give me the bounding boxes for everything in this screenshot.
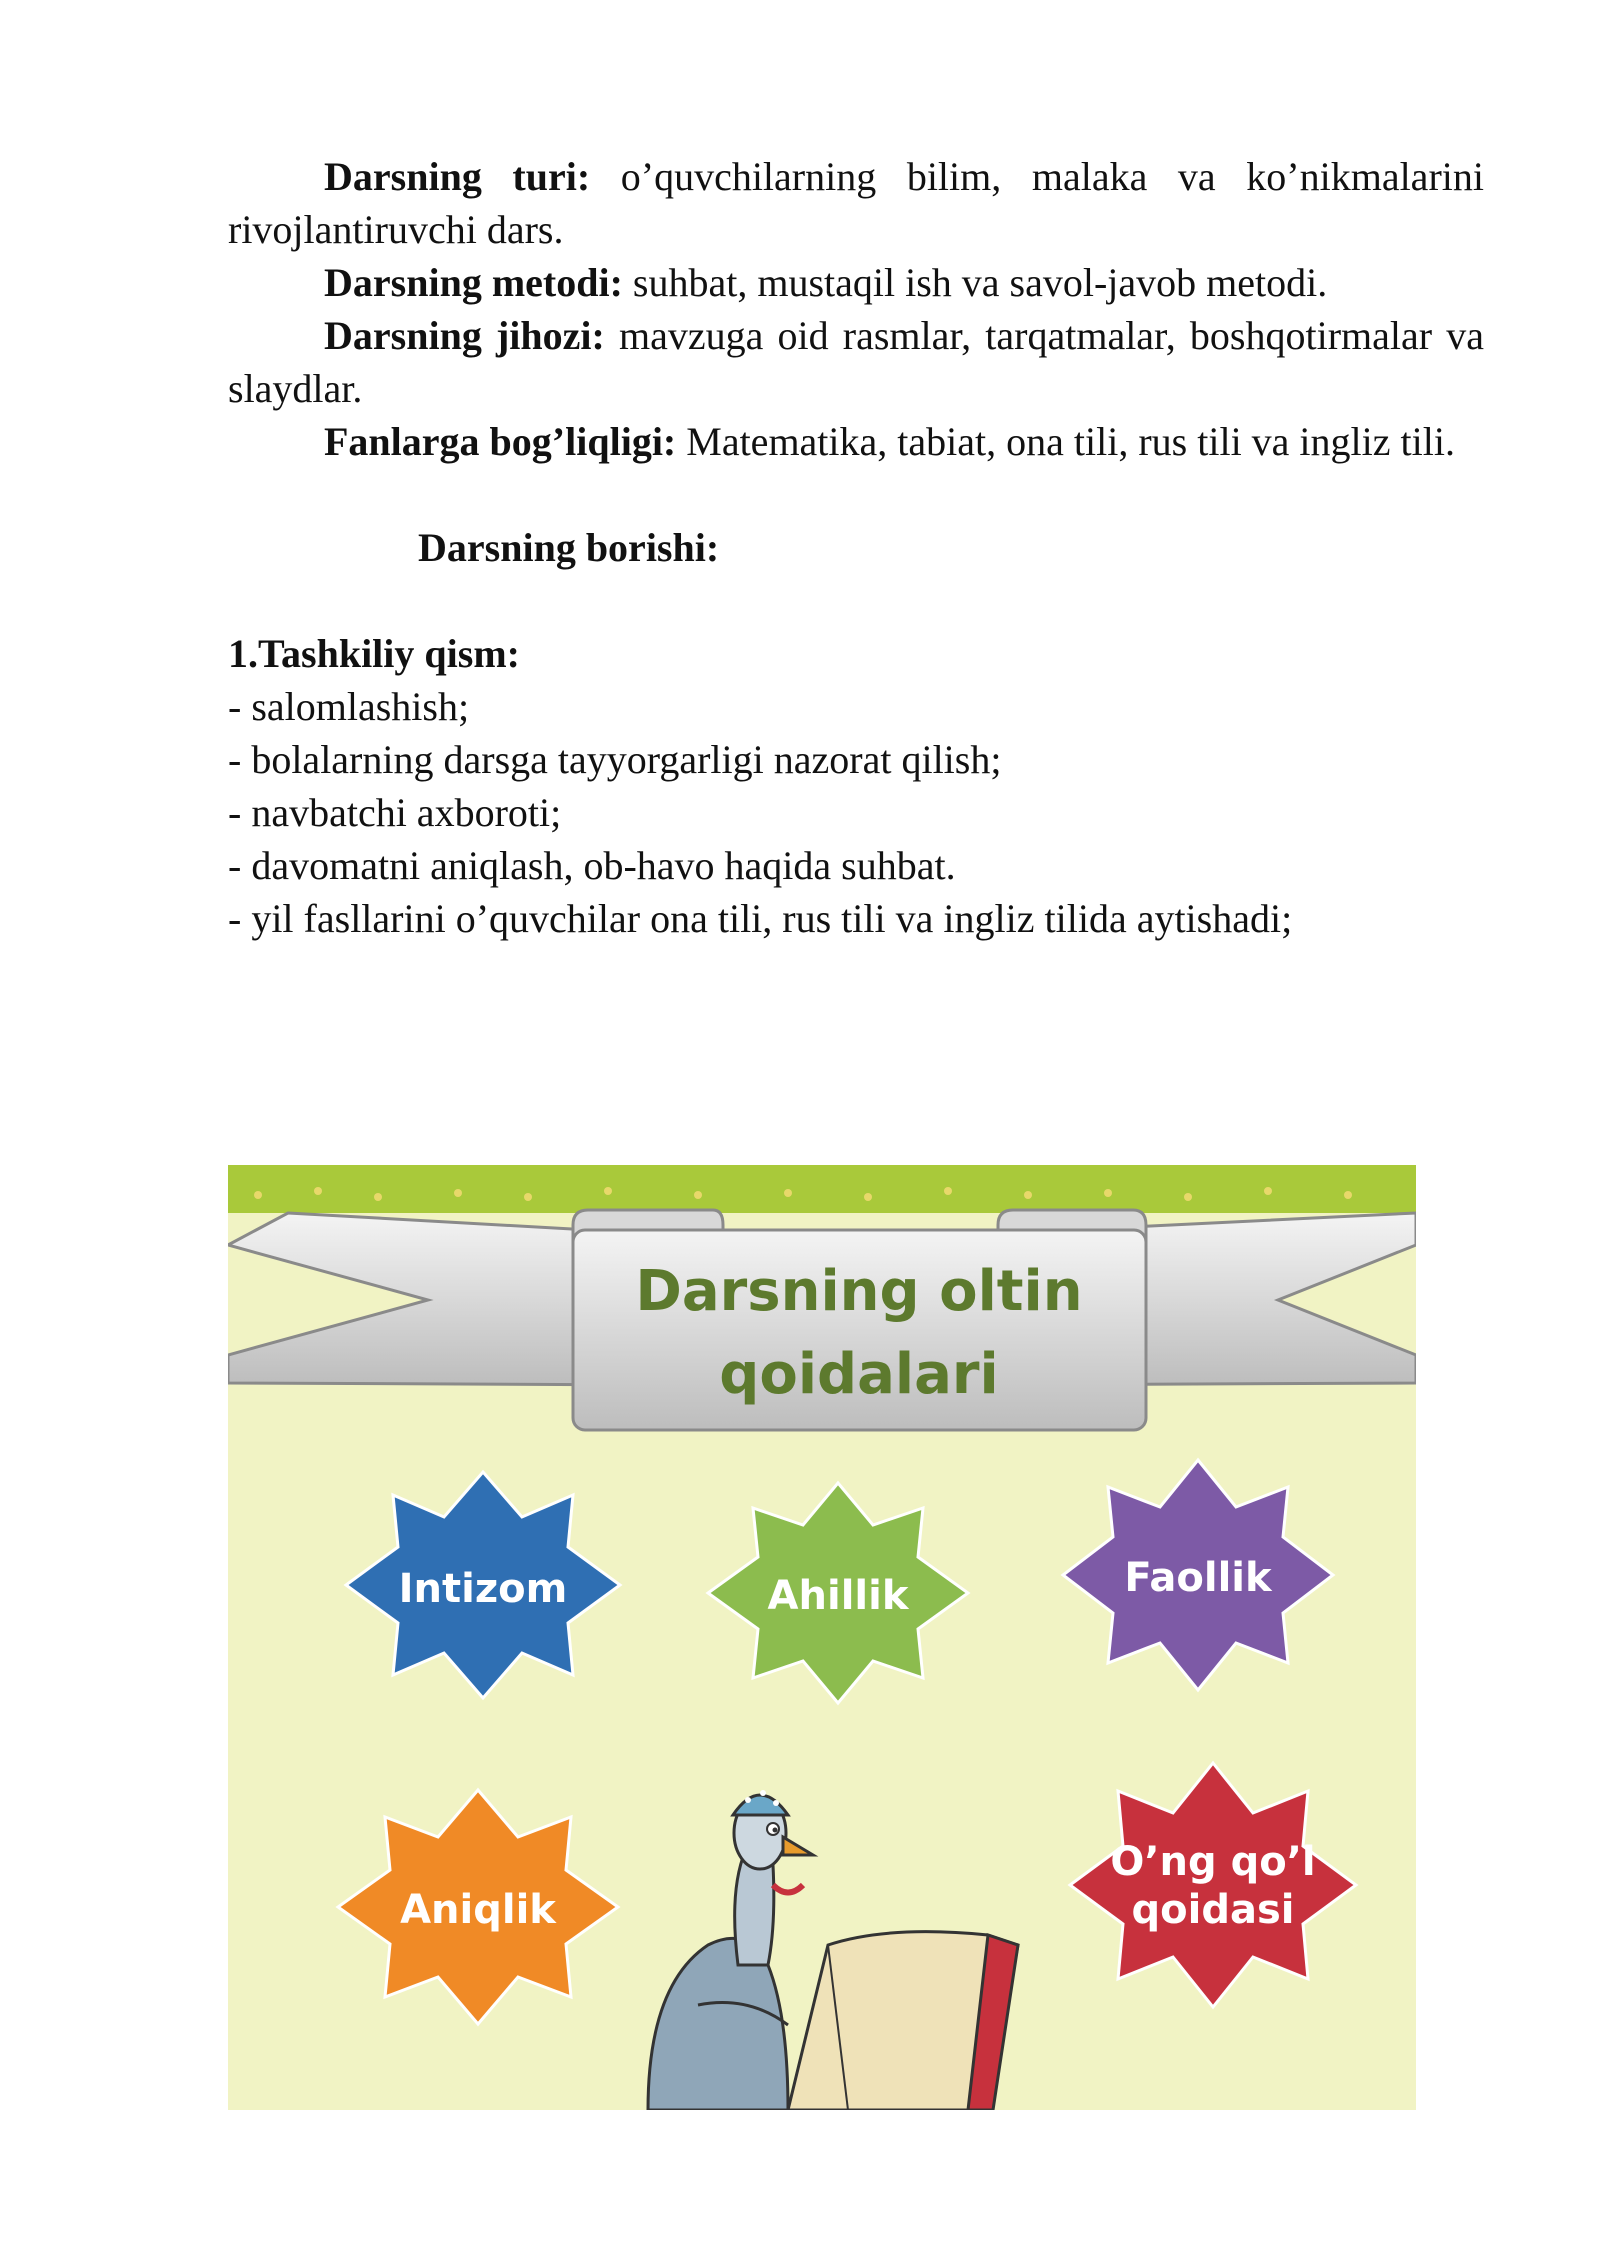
list-item: - davomatni aniqlash, ob-havo haqida suhbat.: [228, 843, 956, 888]
paragraph-label: Darsning turi:: [324, 154, 591, 199]
paragraph-label: Fanlarga bog’liqligi:: [324, 419, 677, 464]
paragraph-dars-jihozi: [228, 309, 1484, 415]
star-label: O’ng qo’l: [1110, 1839, 1316, 1885]
star-label: Aniqlik: [400, 1887, 556, 1933]
list-item: - bolalarning darsga tayyorgarligi nazorat qilish;: [228, 737, 1002, 782]
list-item: - yil fasllarini o’quvchilar ona tili, rus tili va ingliz tilida aytishadi;: [228, 896, 1293, 941]
illustration-svg: [228, 1165, 1416, 2110]
star-label: Faollik: [1124, 1555, 1272, 1601]
subsection-heading: 1.Tashkiliy qism:: [228, 631, 520, 676]
star-label: qoidasi: [1131, 1887, 1295, 1933]
grass-strip: [228, 1165, 1416, 1213]
banner-title-line1: Darsning oltin: [635, 1259, 1083, 1324]
paragraph-label: Darsning jihozi:: [324, 313, 605, 358]
golden-rules-illustration: [228, 1165, 1416, 2110]
section-heading: Darsning borishi:: [418, 525, 720, 570]
star-label: Intizom: [398, 1566, 568, 1612]
paragraph-text: mavzuga oid rasmlar, tarqatmalar, boshqotirmalar va slaydlar.: [228, 313, 1484, 411]
paragraph-text: suhbat, mustaqil ish va savol-javob metodi.: [622, 260, 1328, 305]
paragraph-dars-turi: [228, 150, 1484, 256]
paragraph-fanlarga-bogliqligi: [228, 415, 1484, 468]
paragraph-text: Matematika, tabiat, ona tili, rus tili va ingliz tili.: [676, 419, 1455, 464]
paragraph-text: o’quvchilarning bilim, malaka va ko’nikmalarini rivojlantiruvchi dars.: [228, 154, 1484, 252]
list-item: - salomlashish;: [228, 684, 470, 729]
star-label: Ahillik: [767, 1573, 909, 1619]
paragraph-label: Darsning metodi:: [324, 260, 623, 305]
paragraph-dars-metodi: [228, 256, 1484, 309]
organizational-list: [228, 680, 1484, 945]
banner-title-line2: qoidalari: [719, 1342, 999, 1407]
list-item: - navbatchi axboroti;: [228, 790, 562, 835]
text-block: [228, 150, 1484, 945]
